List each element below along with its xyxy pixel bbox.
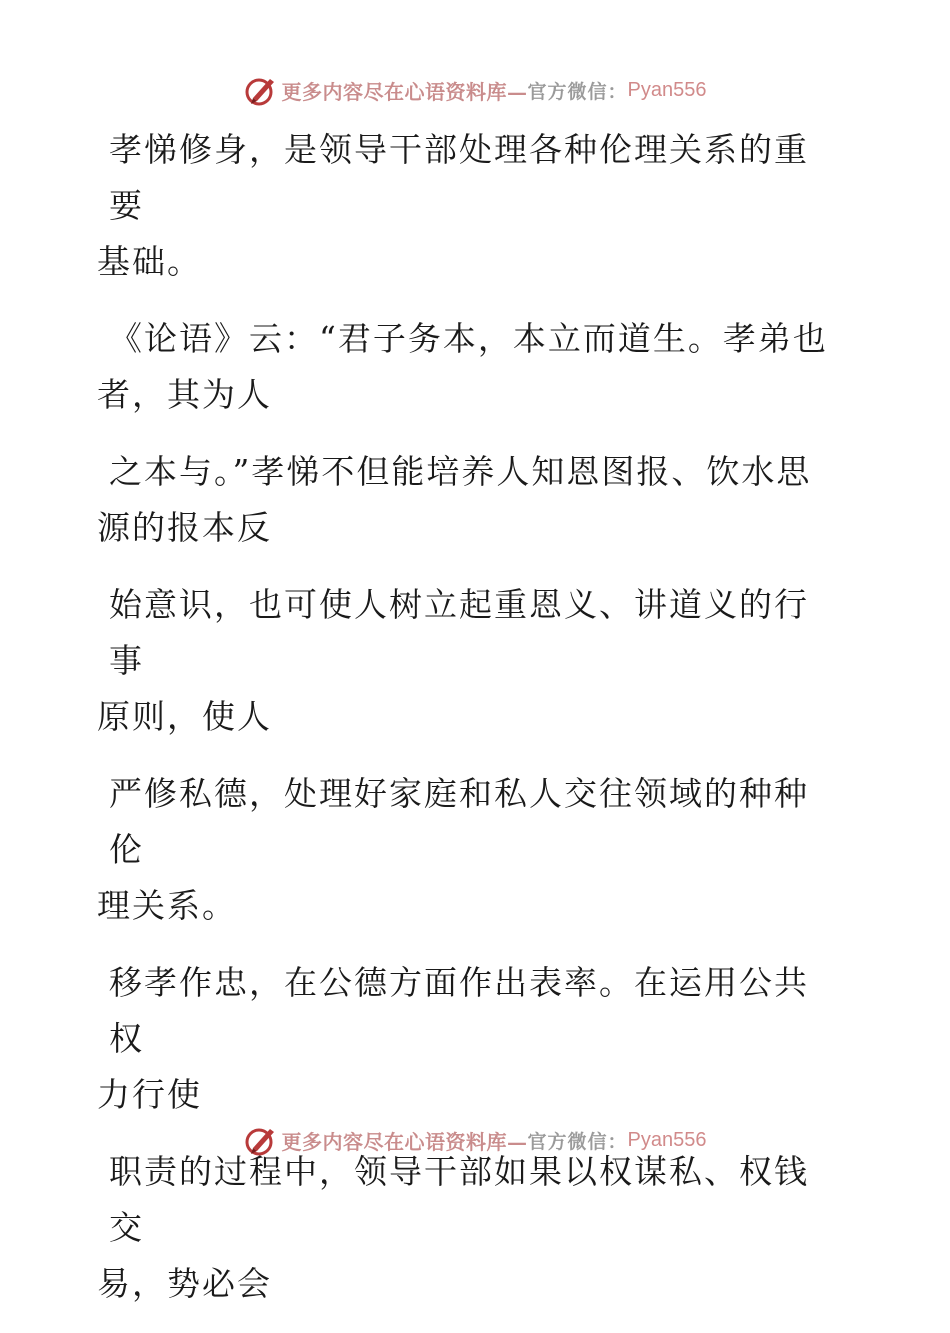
paragraph-line: 源的报本反	[97, 508, 272, 547]
paragraph-line: 力行使	[97, 1075, 202, 1114]
paragraph-line: 原则，使人	[97, 697, 272, 736]
paragraph-line: 理关系。	[97, 886, 237, 925]
paragraph-line: 者，其为人	[97, 375, 272, 414]
pen-logo-icon	[244, 73, 278, 107]
paragraph-line: 职责的过程中，领导干部如果以权谋私、权钱交	[109, 1152, 809, 1247]
pen-logo-icon	[244, 1123, 278, 1157]
paragraph-line: 《论语》云：“君子务本，本立而道生。孝弟也	[109, 319, 828, 358]
paragraph-line: 移孝作忠，在公德方面作出表率。在运用公共权	[109, 963, 809, 1058]
banner-slogan: 更多内容尽在心语资料库—	[281, 79, 528, 104]
banner-wechat-id: Pyan556	[627, 1128, 707, 1151]
paragraph	[97, 766, 837, 934]
paragraph-line: 之本与。”孝悌不但能培养人知恩图报、饮水思	[109, 452, 812, 491]
paragraph-line: 始意识，也可使人树立起重恩义、讲道义的行事	[109, 585, 809, 680]
paragraph	[97, 577, 837, 745]
banner-wechat-label: 官方微信：	[527, 1130, 628, 1153]
banner-wechat-label: 官方微信：	[527, 80, 628, 103]
paragraph	[97, 444, 837, 556]
banner-wechat-id: Pyan556	[627, 78, 707, 101]
paragraph	[97, 955, 837, 1123]
paragraph	[97, 1144, 837, 1312]
banner-slogan: 更多内容尽在心语资料库—	[281, 1129, 528, 1154]
paragraph-line: 孝悌修身，是领导干部处理各种伦理关系的重要	[109, 130, 809, 225]
paragraph-line: 易，势必会	[97, 1264, 272, 1303]
paragraph-line: 严修私德，处理好家庭和私人交往领域的种种伦	[109, 774, 809, 869]
paragraph	[97, 311, 837, 423]
footer-banner	[0, 1120, 950, 1160]
header-banner	[0, 70, 950, 110]
paragraph	[97, 122, 837, 290]
paragraph-line: 基础。	[97, 242, 202, 281]
